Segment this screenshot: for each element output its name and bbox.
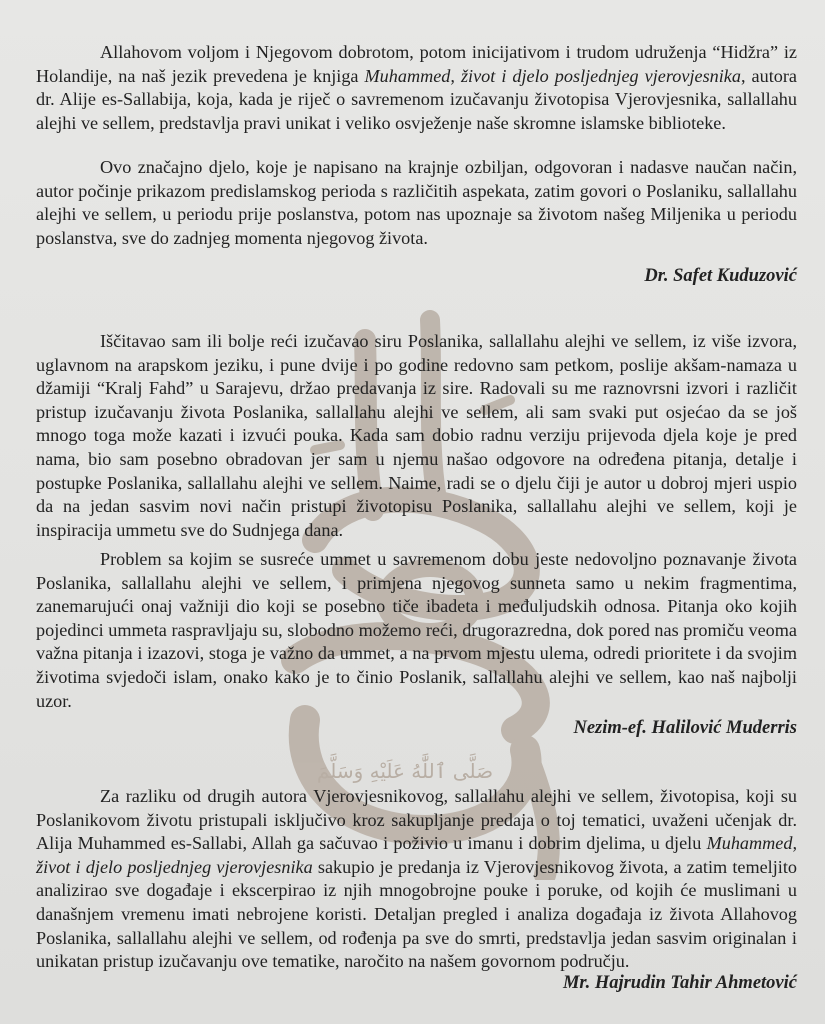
paragraph bbox=[36, 41, 797, 135]
paragraph-text: Iščitavao sam ili bolje reći izučavao siru Poslanika, sallallahu alejhi ve sellem, iz više izvora, uglavnom na arapskom jeziku, i pune dvije i po godine redovno sam petkom, poslije akšam-namaza u džamiji “Kralj Fahd” u Sarajevu, držao predavanja iz sire. Radovali su me raznovrsni izvori i različit pristup izučavanju života Poslanika, sallallahu alejhi ve sellem, ali sam svaki put osjećao da se još mnogo toga može kazati i izvući pouka. Kada sam dobio radnu verziju prijevoda djela koje je pred nama, bio sam posebno obradovan jer sam u njemu našao odgovore na određena pitanja, detalje i postupke Poslanika, sallallahu alejhi ve sellem. Naime, radi se o djelu čiji je autor u dobroj mjeri uspio da na jedan sasvim novi način pristupi životopisu Poslanika, sallallahu alejhi ve sellem, koji je inspiracija ummetu sve do Sudnjega dana. bbox=[36, 331, 797, 540]
book-title: Muhammed, život i djelo posljednjeg vjerovjesnika bbox=[36, 833, 797, 877]
paragraph bbox=[36, 156, 797, 250]
author-signature: Dr. Safet Kuduzović bbox=[644, 266, 797, 286]
book-title: Muhammed, život i djelo posljednjeg vjerovjesnika bbox=[364, 65, 741, 86]
watermark-blessing-text: صَلَّى ٱللَّٰهُ عَلَيْهِ وَسَلَّمَ bbox=[316, 759, 494, 783]
paragraph-text: Ovo značajno djelo, koje je napisano na krajnje ozbiljan, odgovoran i nadasve naučan način, autor počinje prikazom predislamskog perioda s različitih aspekata, zatim govori o Poslaniku, sallallahu alejhi ve sellem, u periodu prije poslanstva, potom nas upoznaje sa životom našeg Miljenika u periodu poslanstva, sve do zadnjeg momenta njegovog života. bbox=[36, 157, 797, 248]
paragraph-text: Allahovom voljom i Njegovom dobrotom, potom inicijativom i trudom udruženja “Hidžra” iz Holandije, na naš jezik prevedena je knjiga bbox=[36, 42, 797, 86]
paragraph-text: Problem sa kojim se susreće ummet u savremenom dobu jeste nedovoljno poznavanje života Poslanika, sallallahu alejhi ve sellem, i primjena njegovog sunneta samo u nekim fragmentima, zanemarujući onaj važniji dio koji se posebno tiče ibadeta i međuljudskih odnosa. Pitanja oko kojih pojedinci ummeta raspravljaju su, slobodno možemo reći, drugorazredna, dok pored nas promiču veoma važna pitanja i izazovi, stoga je važno da ummet, a na prvom mjestu ulema, odredi prioritete i da svojim životima svjedoči islam, onako kako je to činio Poslanik, sallallahu alejhi ve sellem, kao naš najbolji uzor. bbox=[36, 549, 797, 711]
paragraph bbox=[36, 785, 797, 974]
paragraph-text: Za razliku od drugih autora Vjerovjesnikovog, sallallahu alejhi ve sellem, životopisa, koji su Poslanikovom životu pristupali isključivo kroz sakupljanje predaja o toj tematici, uvaženi učenjak dr. Alija Muhammed es-Sallabi, Allah ga sačuvao i poživio u imanu i dobrim djelima, u djelu bbox=[36, 786, 797, 854]
paragraph-text: , autora dr. Alije es-Sallabija, koja, kada je riječ o savremenom izučavanju životopisa Vjerovjesnika, sallallahu alejhi ve sellem, predstavlja pravi unikat i veliko osvježenje naše skromne islamske biblioteke. bbox=[36, 65, 797, 133]
paragraph bbox=[36, 330, 797, 542]
author-signature: Nezim-ef. Halilović Muderris bbox=[573, 718, 797, 738]
paragraph-text: sakupio je predanja iz Vjerovjesnikovog života, a zatim temeljito analizirao sve događaje i ekscerpirao iz njih mnogobrojne pouke i poruke, od kojih će muslimani u današnjem vremenu imati nebrojene koristi. Detaljan pregled i analiza događaja iz života Allahovog Poslanika, sallallahu alejhi ve sellem, od rođenja pa sve do smrti, predstavlja jedan sasvim originalan i unikatan pristup izučavanju ove tematike, naročito na našem govornom području. bbox=[36, 856, 797, 972]
paragraph bbox=[36, 548, 797, 713]
author-signature: Mr. Hajrudin Tahir Ahmetović bbox=[562, 973, 797, 993]
